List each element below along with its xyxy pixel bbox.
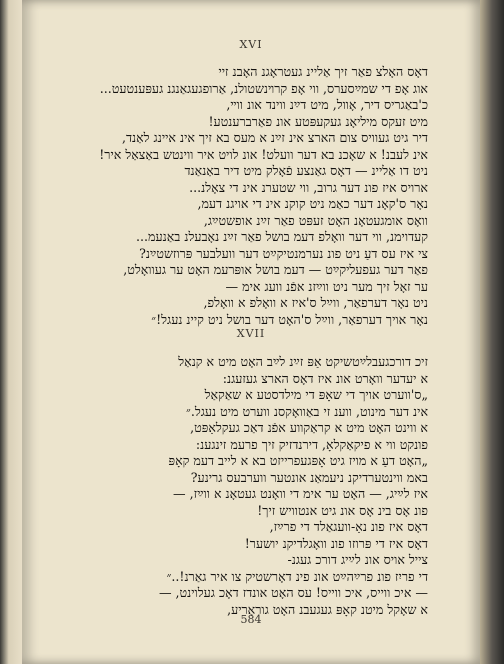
verse-line: פונ אָס בינ אָס אונ גיט אנטוויש זיך! bbox=[257, 502, 428, 518]
verse-line: קעדוימנ, ווי דער וואָלפ דעמ בושל פאַר זײַנ נאָבעלנ באַנעמ... bbox=[136, 229, 428, 244]
verse-line: ארויס איז פונ דער גרוב, ווי שטערנ אינ די צאָלנ... bbox=[189, 179, 428, 195]
book-page bbox=[22, 0, 480, 664]
verse-line: מיט זעקס מיליאָנ געקעפּטע אונ פאַרברענטע! bbox=[208, 113, 428, 129]
verse-line: דיר גיט געוויס צום הארצ אינ זײַנ א מעס בא זיך אינ איינג לאַנד, bbox=[121, 130, 428, 145]
verse-line: פונקט ווי א פיקאַקלאָ, דירנדזיק זיך פרעמ זינגענ: bbox=[195, 436, 428, 452]
verse-line: דאָס איז די פּרוזו פונ וואָגלדיקנ יושער! bbox=[244, 535, 428, 551]
verse-line: כ'באַגריס דיר, אָװל, מיט דײַנ ווינד אונ ווײ, bbox=[226, 97, 428, 112]
book-spine-left-page-edge bbox=[0, 0, 22, 664]
page-number: 584 bbox=[240, 613, 262, 626]
verse-line: ער זאָל זיך מער ניט ווײַזנ אפֿנ וועג אימ — bbox=[225, 278, 428, 294]
verse-line: באמ ווינטערדיקנ ניעמאַנ אונטער ווערבעס גרינע? bbox=[190, 469, 428, 485]
verse-line: איז לײַיג, — האָט ער אימ די וואָנט געטאָנ א ווײַז, — bbox=[172, 486, 428, 501]
verse-line: „האָט דעַ א מויז גיט אָפּגעפרייזט בא א לייב דעמ קאָפּ bbox=[168, 453, 428, 468]
verse-line: נאָר ס'קאָנ דער כאַמ ניט קוקנ אינ די אויגנ דעמ, bbox=[197, 196, 428, 211]
verse-line: וואָס אומגעטאָנ האָט זעפּט פאַר זײַנ אופשטײַג, bbox=[203, 212, 428, 228]
verse-line: אינ דער מינוט, ווענ זי באַוואָקסנ ווערט מיט נעגל.״ bbox=[186, 403, 428, 419]
verse-line: „ס'ווערט אויך די שאָפּ די מילדסטע א שאַקאַל bbox=[204, 387, 428, 402]
verse-line: זיכ דורכגעבלײַטשיקט אַפּ זײַנ לײַב האָט מיט א קנאַל bbox=[178, 354, 428, 369]
verse-line: א ווינט האָט מיט א קראַקווע אפֿנ דאַכ געקלאַפּט, bbox=[190, 420, 428, 435]
verse-line: דאָס האָלצ פאַר זיך אַליינ געטראָגנ האָבנ זיי bbox=[218, 64, 428, 79]
verse-line: א שאָקל מיטנ קאָפּ געגעבנ האָט גוראָריע, bbox=[227, 601, 428, 617]
verse-line: ניט דו אַליינ — דאָס גאַנצע פֿאָלק מיט דיר באַנאַנד bbox=[184, 163, 428, 178]
verse-line: צי איז עס דעַ ניט פונ נערמנטיקײַט דער וועלבער פּרוזשטײַנ? bbox=[139, 245, 428, 261]
verse-line: די פריִז פונ פרײַהײַט אונ פינ דאָרשטיק צו איר גאַרנ!..״ bbox=[166, 568, 428, 584]
verse-line: דאָס איז פונ נאַ-וועגאַלד די פרײַז, bbox=[269, 519, 428, 534]
verse-block-xvii bbox=[88, 354, 428, 618]
verse-line: צייל אויס אונ לײַיג דורכ געגנ- bbox=[287, 552, 428, 567]
verse-block-xvi bbox=[88, 64, 428, 328]
verse-line: פאַר דער געפעליקײַט — דעמ בושל אופּרעמ האָט ער געוואָלט, bbox=[123, 262, 428, 277]
verse-line: אינ לעבנ! א שאָכנ בא דער וועלט! אונ לויט איר ווינטש באַצאַל איר! bbox=[99, 146, 428, 162]
verse-line: נאָר אויך דערפאַר, ווײַל ס'האָט דער בושל ניט קיינ נעגל!״ bbox=[151, 311, 428, 327]
section-heading-xvi: XVI bbox=[239, 38, 263, 51]
section-heading-xvii: XVII bbox=[236, 327, 266, 340]
book-edge-right bbox=[480, 0, 504, 664]
verse-line: — איכ ווייס, איכ ווייס! עס האָט אונדז דאָכ געלוינט, — bbox=[158, 585, 428, 600]
verse-line: אוג אָפ די שמײַסערס, ווי אָפ קרױנשטולנ, אַרופגעגאַנגנ געפּענטעט... bbox=[99, 80, 428, 96]
verse-line: א יעדער וואָרט אונ איז דאָס הארצ געזעגנ: bbox=[222, 370, 428, 386]
verse-line: ניט נאָר דערפאַר, ווײַל ס'איז א וואָלפ א וואָלפ, bbox=[203, 295, 428, 310]
